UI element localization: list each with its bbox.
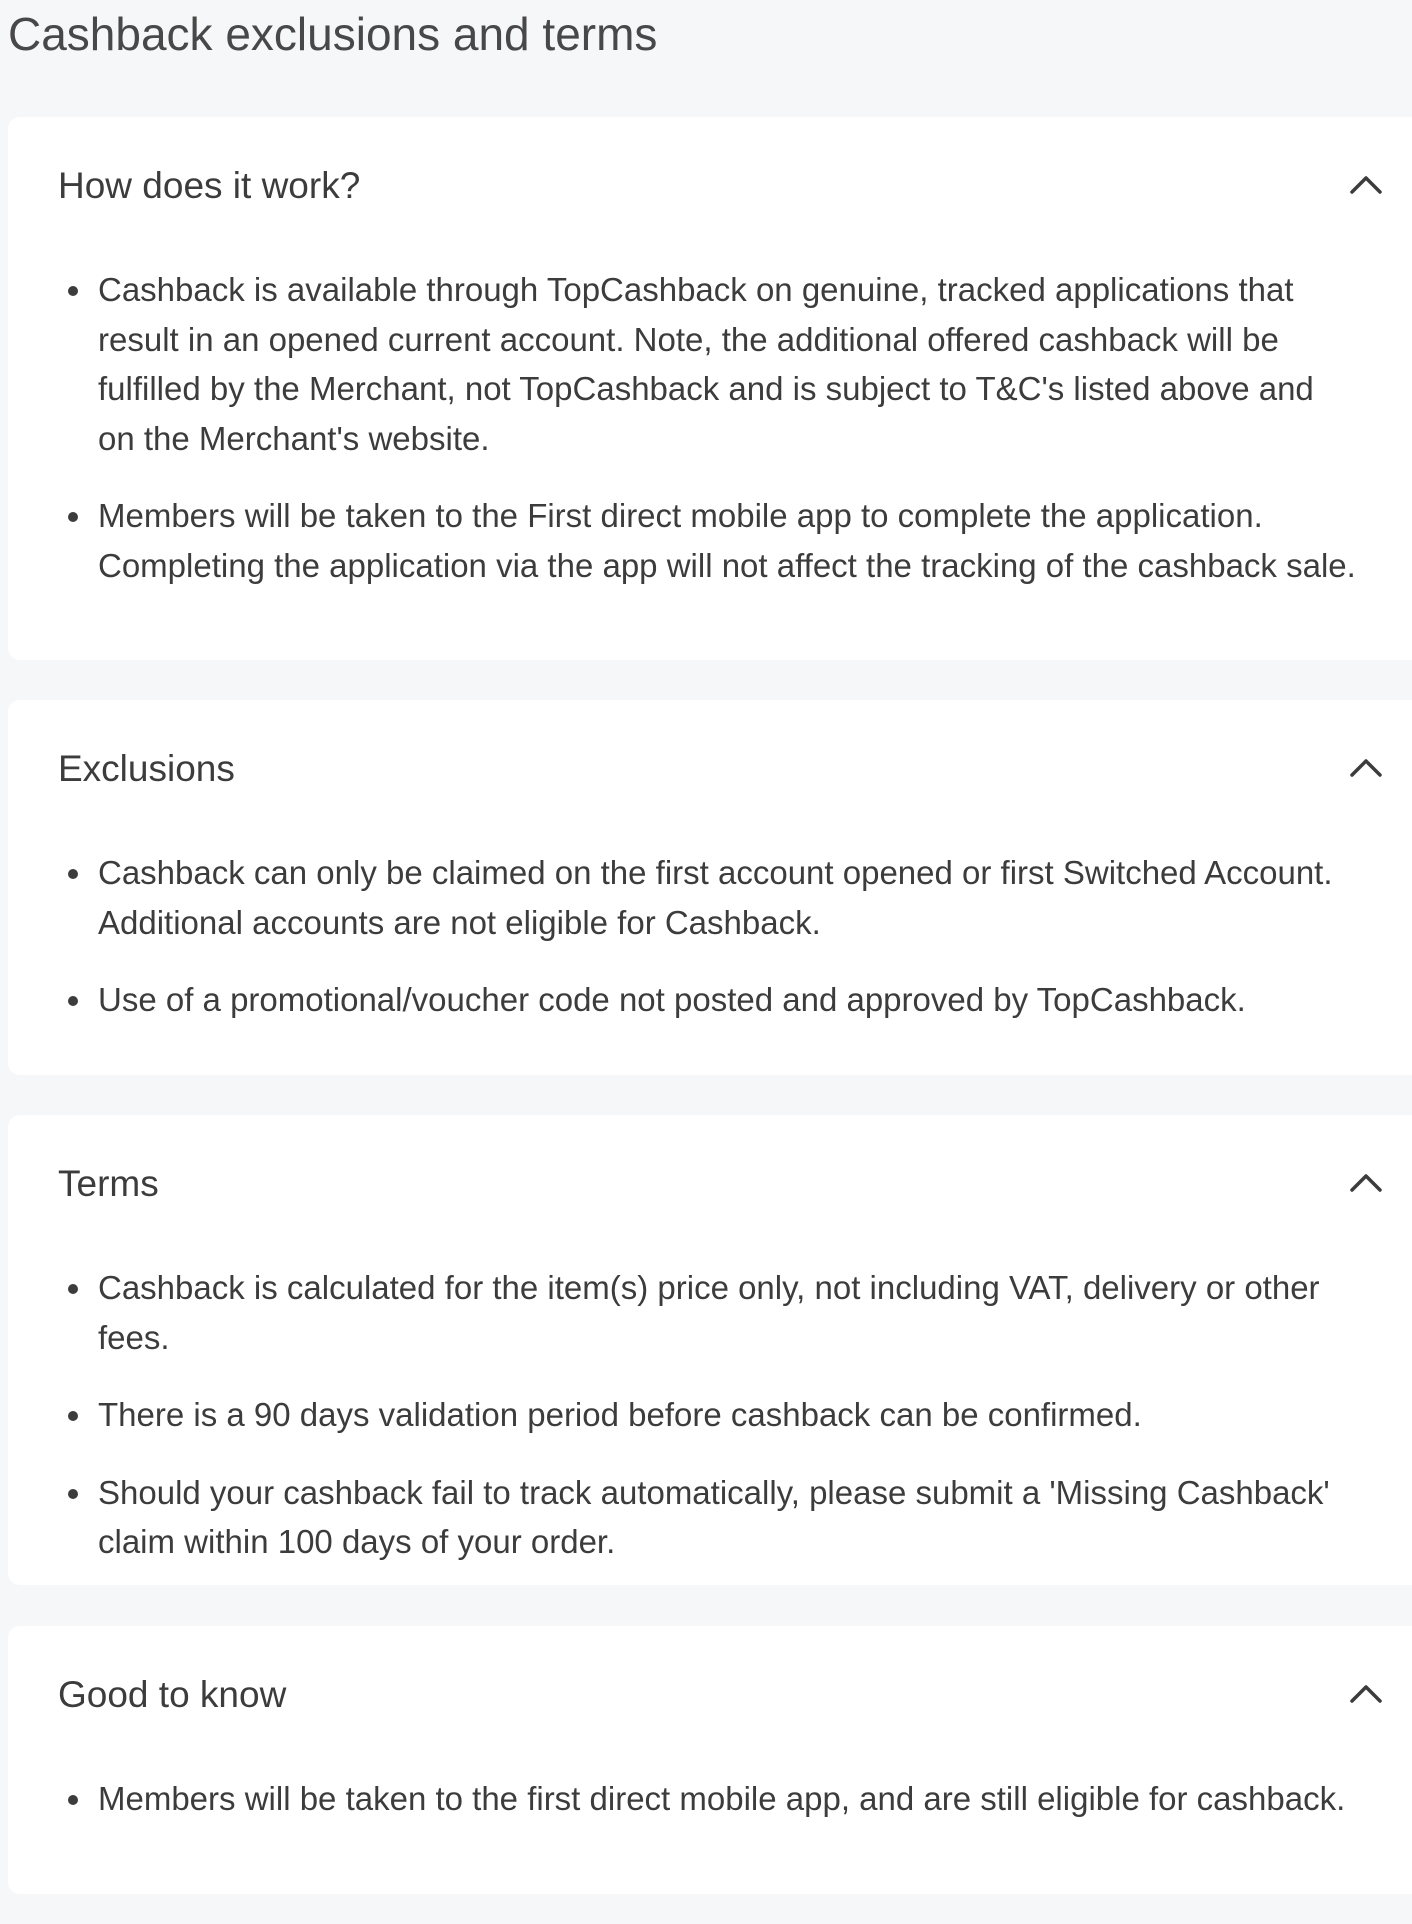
chevron-up-icon[interactable] bbox=[1346, 1163, 1386, 1203]
list-item: Cashback can only be claimed on the first account opened or first Switched Account. Additional accounts are not eligible for Cashback. bbox=[58, 848, 1358, 947]
section-body bbox=[58, 848, 1358, 1053]
section-exclusions bbox=[8, 700, 1412, 1075]
list-item: Cashback is available through TopCashback on genuine, tracked applications that result in an opened current account. Note, the additional offered cashback will be fulfilled by the Merchant, not TopCashback and is subject to T&C's listed above and on the Merchant's website. bbox=[58, 265, 1358, 463]
chevron-up-icon[interactable] bbox=[1346, 1674, 1386, 1714]
section-body bbox=[58, 1263, 1358, 1595]
list-item: There is a 90 days validation period before cashback can be confirmed. bbox=[58, 1390, 1358, 1440]
list-item: Should your cashback fail to track automatically, please submit a 'Missing Cashback' claim within 100 days of your order. bbox=[58, 1468, 1358, 1567]
section-terms bbox=[8, 1115, 1412, 1585]
list-item: Members will be taken to the First direct mobile app to complete the application. Completing the application via the app will not affect the tracking of the cashback sale. bbox=[58, 491, 1358, 590]
section-header[interactable] bbox=[58, 163, 1412, 209]
section-title: Good to know bbox=[58, 1674, 287, 1715]
section-how-does-it-work bbox=[8, 117, 1412, 660]
section-good-to-know bbox=[8, 1626, 1412, 1894]
chevron-up-icon[interactable] bbox=[1346, 748, 1386, 788]
section-header[interactable] bbox=[58, 1161, 1412, 1207]
section-header[interactable] bbox=[58, 746, 1412, 792]
section-header[interactable] bbox=[58, 1672, 1412, 1718]
chevron-up-icon[interactable] bbox=[1346, 165, 1386, 205]
section-title: Terms bbox=[58, 1163, 159, 1204]
section-body bbox=[58, 1774, 1358, 1852]
section-title: How does it work? bbox=[58, 165, 361, 206]
page-title: Cashback exclusions and terms bbox=[8, 8, 658, 60]
section-title: Exclusions bbox=[58, 748, 235, 789]
list-item: Members will be taken to the first direct mobile app, and are still eligible for cashback. bbox=[58, 1774, 1358, 1824]
section-body bbox=[58, 265, 1358, 618]
list-item: Use of a promotional/voucher code not posted and approved by TopCashback. bbox=[58, 975, 1358, 1025]
list-item: Cashback is calculated for the item(s) price only, not including VAT, delivery or other fees. bbox=[58, 1263, 1358, 1362]
